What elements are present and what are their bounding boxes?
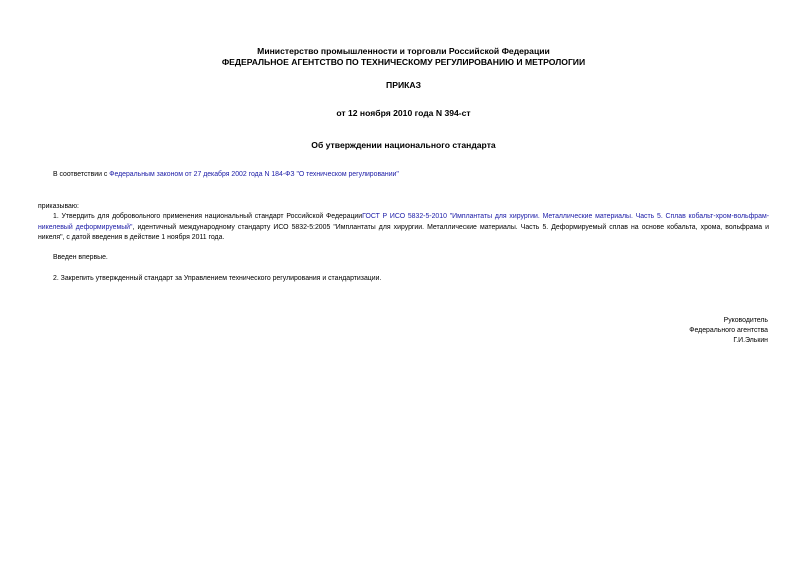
- federal-law-link[interactable]: Федеральным законом от 27 декабря 2002 года N 184-ФЗ "О техническом регулировании": [109, 171, 399, 178]
- signature-position: Руководитель: [723, 317, 768, 324]
- item1-suffix: , идентичный международному стандарту ИСО 5832-5:2005 "Имплантаты для хирургии. Металлические материалы. Часть 5. Деформируемый сплав на основе кобальта, хрома, вольфрама и никеля", с датой введения в действие 1 ноября 2011 года.: [38, 223, 769, 241]
- signature-name: Г.И.Элькин: [733, 337, 768, 344]
- preamble: [53, 170, 399, 181]
- item1-prefix: 1. Утвердить для добровольного применения национальный стандарт Российской Федерации: [53, 213, 363, 220]
- agency-name: ФЕДЕРАЛЬНОЕ АГЕНТСТВО ПО ТЕХНИЧЕСКОМУ РЕГУЛИРОВАНИЮ И МЕТРОЛОГИИ: [221, 57, 586, 67]
- document-title: Об утверждении национального стандарта: [311, 140, 496, 150]
- ministry-name: Министерство промышленности и торговли Российской Федерации: [257, 46, 550, 56]
- signature-organization: Федерального агентства: [689, 327, 768, 334]
- document-date-number: от 12 ноября 2010 года N 394-ст: [336, 108, 471, 118]
- order-item-1: [38, 212, 769, 244]
- gost-standard-link[interactable]: ГОСТ Р ИСО 5832-5-2010 "Имплантаты для хирургии. Металлические материалы. Часть 5. Сплав кобальт-хром-вольфрам-никелевый деформируемый": [38, 213, 769, 231]
- order-word: приказываю:: [38, 203, 79, 210]
- introduced-first-note: Введен впервые.: [53, 254, 108, 261]
- order-item-2: 2. Закрепить утвержденный стандарт за Управлением технического регулирования и стандартизации.: [53, 275, 382, 282]
- document-type: ПРИКАЗ: [386, 80, 421, 90]
- preamble-prefix: В соответствии с: [53, 171, 110, 178]
